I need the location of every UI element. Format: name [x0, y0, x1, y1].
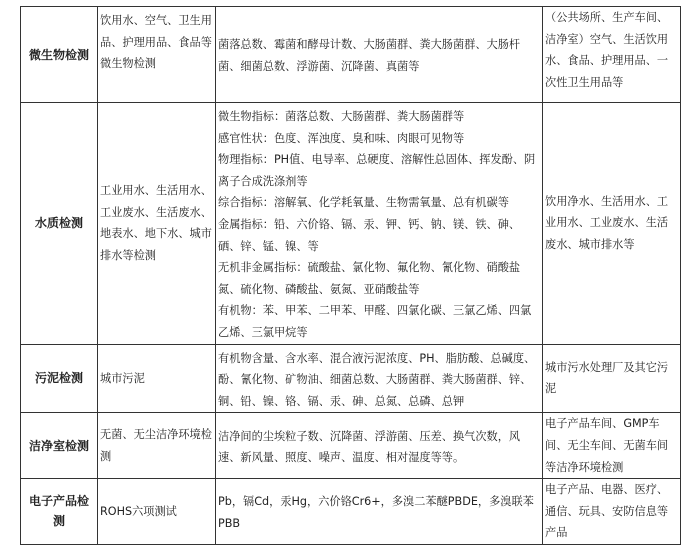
items-cell [216, 103, 543, 345]
table-row [21, 344, 681, 413]
items-cell [216, 479, 543, 545]
table-row [21, 103, 681, 345]
table-row [21, 7, 681, 103]
applications-cell: 电子产品车间、GMP车间、无尘车间、无菌车间等洁净环境检测 [543, 413, 681, 479]
applications-cell: 饮用净水、生活用水、工业用水、工业废水、生活废水、城市排水等 [543, 103, 681, 345]
category-cell: 电子产品检测 [21, 479, 98, 545]
testing-services-table [20, 6, 681, 545]
item-line: Pb，镉Cd，汞Hg，六价铬Cr6+，多溴二苯醚PBDE，多溴联苯PBB [218, 495, 534, 530]
item-line: 有机物含量、含水率、混合液污泥浓度、PH、脂肪酸、总碱度、酚、氰化物、矿物油、细菌总数、大肠菌群、粪大肠菌群、锌、铜、铅、镍、铬、镉、汞、砷、总氮、总磷、总钾 [218, 351, 536, 408]
category-cell: 微生物检测 [21, 7, 98, 103]
scope-cell: 无菌、无尘洁净环境检测 [98, 413, 216, 479]
table-row [21, 479, 681, 545]
category-cell: 水质检测 [21, 103, 98, 345]
scope-cell: ROHS六项测试 [98, 479, 216, 545]
item-line: 洁净间的尘埃粒子数、沉降菌、浮游菌、压差、换气次数，风速、新风量、照度、噪声、温度、相对湿度等等。 [218, 429, 521, 465]
scope-cell: 城市污泥 [98, 344, 216, 413]
item-line: 微生物指标：菌落总数、大肠菌群、粪大肠菌群等 [218, 110, 465, 123]
scope-cell: 工业用水、生活用水、工业废水、生活废水、地表水、地下水、城市排水等检测 [98, 103, 216, 345]
item-line: 感官性状：色度、浑浊度、臭和味、肉眼可见物等 [218, 131, 465, 145]
item-line: 金属指标：铅、六价铬、镉、汞、钾、钙、钠、镁、铁、砷、硒、锌、锰、镍、等 [218, 217, 521, 253]
item-line: 无机非金属指标：硫酸盐、氯化物、氟化物、氰化物、硝酸盐氮、硫化物、磷酸盐、氨氮、亚硝酸盐等 [218, 261, 521, 296]
item-line: 菌落总数、霉菌和酵母计数、大肠菌群、粪大肠菌群、大肠杆菌、细菌总数、浮游菌、沉降菌、真菌等 [218, 38, 521, 73]
scope-cell: 饮用水、空气、卫生用品、护理用品、食品等微生物检测 [98, 7, 216, 103]
items-cell [216, 344, 543, 413]
table-row [21, 413, 681, 479]
item-line: 物理指标：PH值、电导率、总硬度、溶解性总固体、挥发酚、阴离子合成洗涤剂等 [218, 153, 536, 188]
applications-cell: （公共场所、生产车间、洁净室）空气、生活饮用水、食品、护理用品、一次性卫生用品等 [543, 7, 681, 103]
item-line: 综合指标：溶解氧、化学耗氧量、生物需氧量、总有机碳等 [218, 196, 509, 210]
applications-cell: 城市污水处理厂及其它污泥 [543, 344, 681, 413]
items-cell [216, 413, 543, 479]
items-cell [216, 7, 543, 103]
applications-cell: 电子产品、电器、医疗、通信、玩具、安防信息等产品 [543, 479, 681, 545]
category-cell: 洁净室检测 [21, 413, 98, 479]
item-line: 有机物：苯、甲苯、二甲苯、甲醛、四氯化碳、三氯乙烯、四氯乙烯、三氯甲烷等 [218, 304, 532, 339]
category-cell: 污泥检测 [21, 344, 98, 413]
